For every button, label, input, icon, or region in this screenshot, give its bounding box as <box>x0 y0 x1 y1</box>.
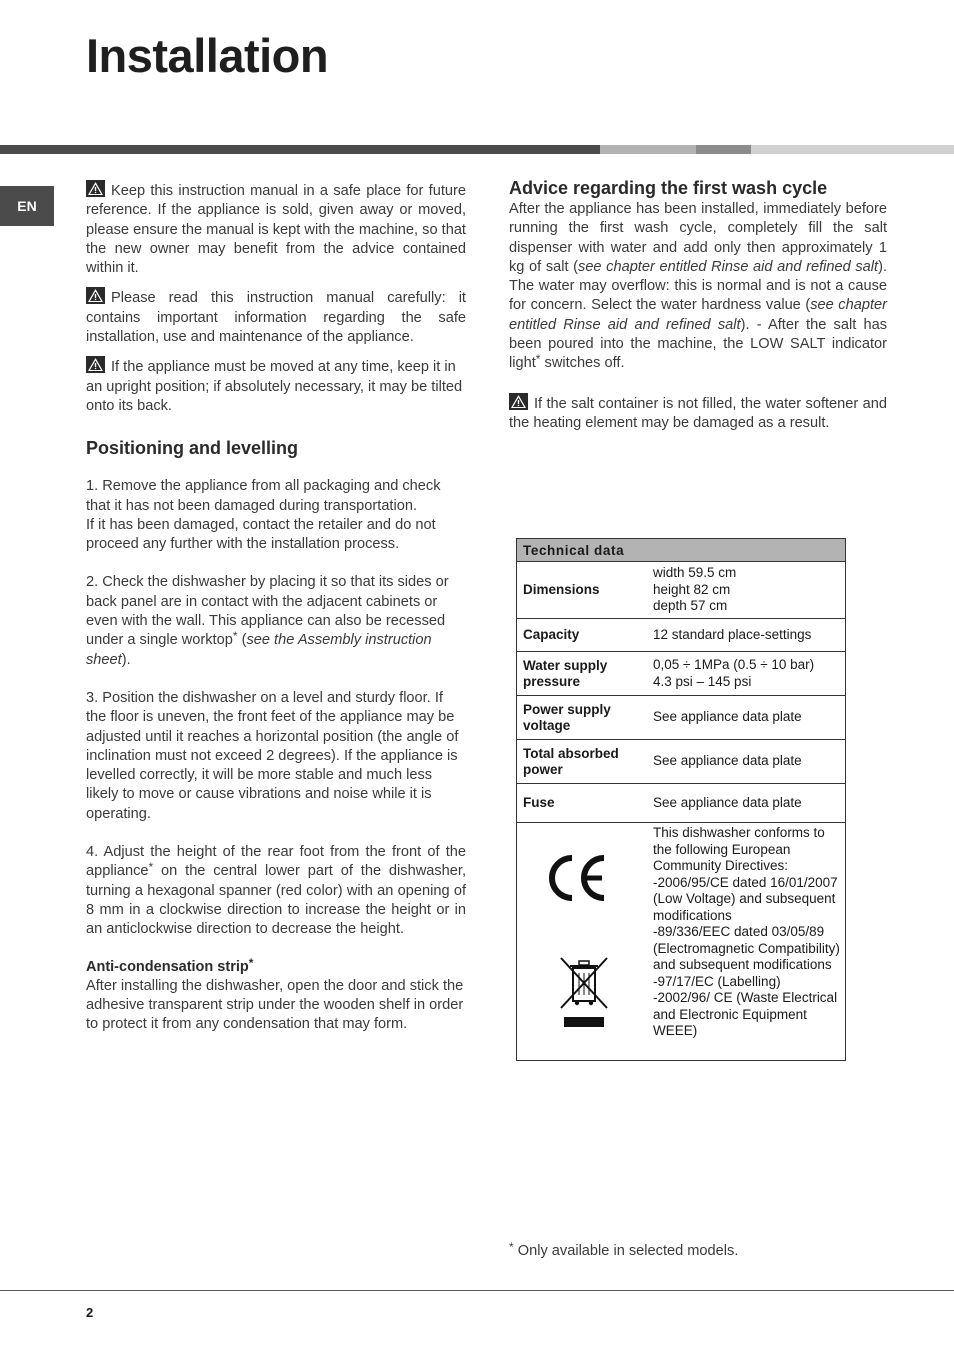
header-stripe-pale <box>751 145 954 154</box>
table-row <box>517 696 846 740</box>
asterisk-mark: * <box>248 955 254 970</box>
table-row <box>517 562 846 619</box>
conformity-row <box>517 823 846 1061</box>
table-header-row <box>517 539 846 562</box>
warning-icon <box>86 180 105 197</box>
table-row <box>517 652 846 696</box>
language-tab: EN <box>0 186 54 226</box>
conformity-text-cell <box>647 823 846 1061</box>
technical-data-table <box>516 538 846 1061</box>
warning-paragraph-1: Keep this instruction manual in a safe place for future reference. If the appliance is sold, given away or moved, please ensure the manual is kept with the machine, so that the new owner may benefit from the advice contained within it. <box>86 180 466 278</box>
salt-chapter-reference: see chapter entitled Rinse aid and refined salt <box>578 258 879 275</box>
asterisk-mark: * <box>509 1240 514 1254</box>
asterisk-mark: * <box>535 352 541 367</box>
step-4-text: 4. Adjust the height of the rear foot from the front of the appliance* on the central lower part of the dishwasher, turning a hexagonal spanner (red color) with an opening of 8 mm in a clockwise direction to increase the height or in an anticlockwise direction to decrease the height. <box>86 844 466 938</box>
conformity-icons-cell <box>517 823 648 1061</box>
conformity-line: -2006/95/CE dated 16/01/2007 (Low Voltage) and subsequent modifications <box>653 874 838 923</box>
row-label: Power supply voltage <box>517 696 648 740</box>
table-row <box>517 784 846 823</box>
conformity-line: -89/336/EEC dated 03/05/89 (Electromagnetic Compatibility) <box>653 924 840 956</box>
row-value: 0,05 ÷ 1MPa (0.5 ÷ 10 bar) 4.3 psi – 145 psi <box>647 652 846 696</box>
right-column <box>509 178 887 433</box>
row-value: See appliance data plate <box>647 696 846 740</box>
assembly-sheet-reference: see the Assembly instruction sheet <box>86 632 432 668</box>
row-label: Water supply pressure <box>517 652 648 696</box>
asterisk-mark: * <box>232 629 238 644</box>
warning-paragraph-2: Please read this instruction manual carefully: it contains important information regarding the safe installation, use and maintenance of the appliance. <box>86 287 466 347</box>
row-label: Capacity <box>517 619 648 652</box>
table-header: Technical data <box>517 539 846 562</box>
rinse-aid-chapter-reference: see chapter entitled Rinse aid and refined salt <box>509 297 887 333</box>
warning-paragraph-3: If the appliance must be moved at any time, keep it in an upright position; if absolutely necessary, it may be tilted onto its back. <box>86 356 466 416</box>
warning-icon <box>86 287 105 304</box>
step-3-text: 3. Position the dishwasher on a level and sturdy floor. If the floor is uneven, the front feet of the appliance may be adjusted until it reaches a horizontal position (the angle of inclination must not exceed 2 degrees). If the appliance is levelled correctly, it will be more stable and much less likely to move or cause vibrations and noise while it is operating. <box>86 689 459 822</box>
warning-icon <box>509 393 528 410</box>
conformity-line: This dishwasher conforms to the following European Community Directives: <box>653 825 825 873</box>
page-number: 2 <box>86 1305 94 1320</box>
warning-icon <box>86 356 105 373</box>
ce-mark-icon <box>544 853 610 903</box>
salt-warning-paragraph: If the salt container is not filled, the water softener and the heating element may be damaged as a result. <box>509 393 887 434</box>
table-row <box>517 619 846 652</box>
weee-crossed-bin-icon <box>558 955 610 1030</box>
header-stripe-dark <box>0 145 600 154</box>
row-value: See appliance data plate <box>647 784 846 823</box>
anticondensation-heading: Anti-condensation strip* <box>86 955 254 975</box>
conformity-line: and subsequent modifications <box>653 957 832 972</box>
row-value: width 59.5 cm height 82 cm depth 57 cm <box>647 562 846 619</box>
conformity-line: -2002/96/ CE (Waste Electrical and Electronic Equipment WEEE) <box>653 990 838 1038</box>
row-label: Total absorbed power <box>517 740 648 784</box>
footer-rule <box>0 1290 954 1291</box>
conformity-line: -97/17/EC (Labelling) <box>653 973 781 989</box>
header-stripe-light <box>600 145 696 154</box>
step-2-text: 2. Check the dishwasher by placing it so that its sides or back panel are in contact with the adjacent cabinets or even with the wall. This appliance can also be recessed under a single worktop* (see the Assembly instruction sheet). <box>86 574 449 668</box>
table-row <box>517 740 846 784</box>
left-column <box>86 180 466 1034</box>
row-value: See appliance data plate <box>647 740 846 784</box>
header-stripe-mid <box>696 145 751 154</box>
asterisk-mark: * <box>148 860 154 875</box>
row-label: Dimensions <box>517 562 648 619</box>
positioning-heading: Positioning and levelling <box>86 438 299 459</box>
advice-heading: Advice regarding the first wash cycle <box>509 178 828 198</box>
page-title: Installation <box>86 29 329 82</box>
footnote: * Only available in selected models. <box>509 1240 739 1259</box>
advice-text: After the appliance has been installed, immediately before running the first wash cycle, completely fill the salt dispenser with water and add only then approximately 1 kg of salt (see chapter entitled Rinse aid and refined salt). The water may overflow: this is normal and is not a cause for concern. Select the water hardness value (see chapter entitled Rinse aid and refined salt). - After the salt has been poured into the machine, the LOW SALT indicator light* switches off. <box>509 201 887 372</box>
row-label: Fuse <box>517 784 648 823</box>
step-1-damage-text: If it has been damaged, contact the retailer and do not proceed any further with the installation process. <box>86 516 436 553</box>
step-1-text: 1. Remove the appliance from all packaging and check that it has not been damaged during transportation. <box>86 478 441 514</box>
row-value: 12 standard place-settings <box>647 619 846 652</box>
anticondensation-text: After installing the dishwasher, open the door and stick the adhesive transparent strip under the wooden shelf in order to protect it from any condensation that may form. <box>86 977 464 1033</box>
